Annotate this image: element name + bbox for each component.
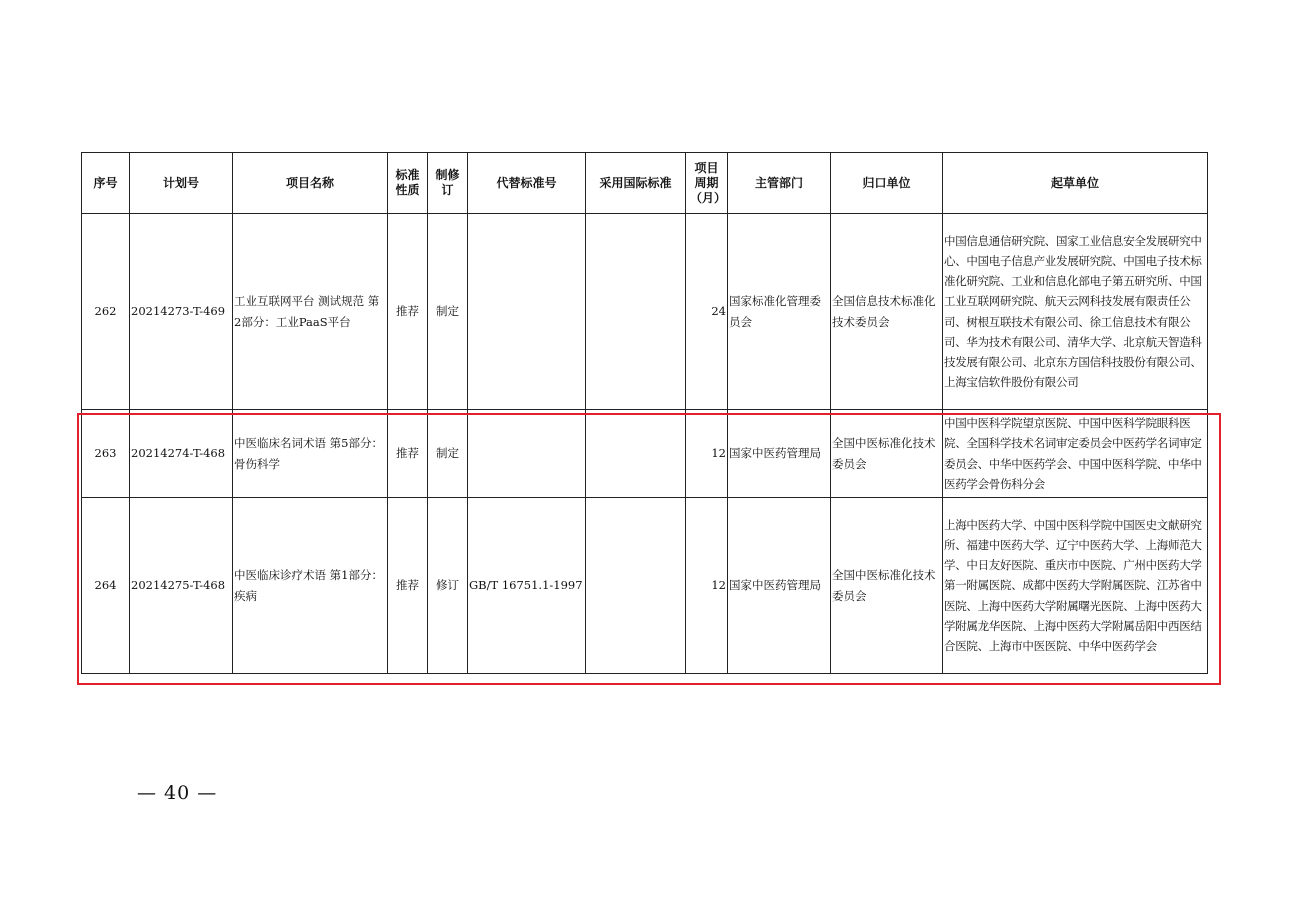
cell-nature: 推荐 bbox=[388, 410, 428, 498]
cell-intl-std bbox=[586, 214, 686, 410]
cell-period: 12 bbox=[686, 498, 728, 674]
cell-seq: 264 bbox=[82, 498, 130, 674]
cell-revision: 修订 bbox=[428, 498, 468, 674]
cell-committee: 全国中医标准化技术委员会 bbox=[831, 410, 943, 498]
cell-drafters: 上海中医药大学、中国中医科学院中国医史文献研究所、福建中医药大学、辽宁中医药大学、上海师范大学、中日友好医院、重庆市中医院、广州中医药大学第一附属医院、成都中医药大学附属医院、江苏省中医院、上海中医药大学附属曙光医院、上海中医药大学附属龙华医院、上海中医药大学附属岳阳中西医结合医院、上海市中医医院、中华中医药学会 bbox=[943, 498, 1208, 674]
table-row bbox=[82, 214, 1208, 410]
cell-committee: 全国中医标准化技术委员会 bbox=[831, 498, 943, 674]
cell-period: 24 bbox=[686, 214, 728, 410]
header-revision: 制修订 bbox=[428, 153, 468, 214]
cell-plan-no: 20214273-T-469 bbox=[130, 214, 233, 410]
header-intl-std: 采用国际标准 bbox=[586, 153, 686, 214]
header-plan-no: 计划号 bbox=[130, 153, 233, 214]
cell-drafters: 中国中医科学院望京医院、中国中医科学院眼科医院、全国科学技术名词审定委员会中医药学名词审定委员会、中华中医药学会、中国中医科学院、中华中医药学会骨伤科分会 bbox=[943, 410, 1208, 498]
cell-committee: 全国信息技术标准化技术委员会 bbox=[831, 214, 943, 410]
cell-project-name: 中医临床诊疗术语 第1部分：疾病 bbox=[233, 498, 388, 674]
page-number: — 40 — bbox=[137, 782, 218, 804]
header-row bbox=[82, 153, 1208, 214]
cell-revision: 制定 bbox=[428, 410, 468, 498]
header-replaced-std: 代替标准号 bbox=[468, 153, 586, 214]
cell-revision: 制定 bbox=[428, 214, 468, 410]
header-nature: 标准性质 bbox=[388, 153, 428, 214]
cell-nature: 推荐 bbox=[388, 498, 428, 674]
header-period: 项目周期（月） bbox=[686, 153, 728, 214]
cell-authority: 国家中医药管理局 bbox=[728, 498, 831, 674]
highlight-box bbox=[77, 413, 1221, 685]
header-authority: 主管部门 bbox=[728, 153, 831, 214]
header-project-name: 项目名称 bbox=[233, 153, 388, 214]
cell-project-name: 中医临床名词术语 第5部分：骨伤科学 bbox=[233, 410, 388, 498]
cell-replaced-std: GB/T 16751.1-1997 bbox=[468, 498, 586, 674]
cell-authority: 国家中医药管理局 bbox=[728, 410, 831, 498]
cell-authority: 国家标准化管理委员会 bbox=[728, 214, 831, 410]
cell-plan-no: 20214274-T-468 bbox=[130, 410, 233, 498]
header-committee: 归口单位 bbox=[831, 153, 943, 214]
cell-seq: 263 bbox=[82, 410, 130, 498]
header-seq: 序号 bbox=[82, 153, 130, 214]
cell-replaced-std bbox=[468, 214, 586, 410]
header-drafters: 起草单位 bbox=[943, 153, 1208, 214]
cell-period: 12 bbox=[686, 410, 728, 498]
cell-nature: 推荐 bbox=[388, 214, 428, 410]
cell-seq: 262 bbox=[82, 214, 130, 410]
cell-project-name: 工业互联网平台 测试规范 第2部分：工业PaaS平台 bbox=[233, 214, 388, 410]
cell-plan-no: 20214275-T-468 bbox=[130, 498, 233, 674]
cell-drafters: 中国信息通信研究院、国家工业信息安全发展研究中心、中国电子信息产业发展研究院、中国电子技术标准化研究院、工业和信息化部电子第五研究所、中国工业互联网研究院、航天云网科技发展有限责任公司、树根互联技术有限公司、徐工信息技术有限公司、华为技术有限公司、清华大学、北京航天智造科技发展有限公司、北京东方国信科技股份有限公司、上海宝信软件股份有限公司 bbox=[943, 214, 1208, 410]
